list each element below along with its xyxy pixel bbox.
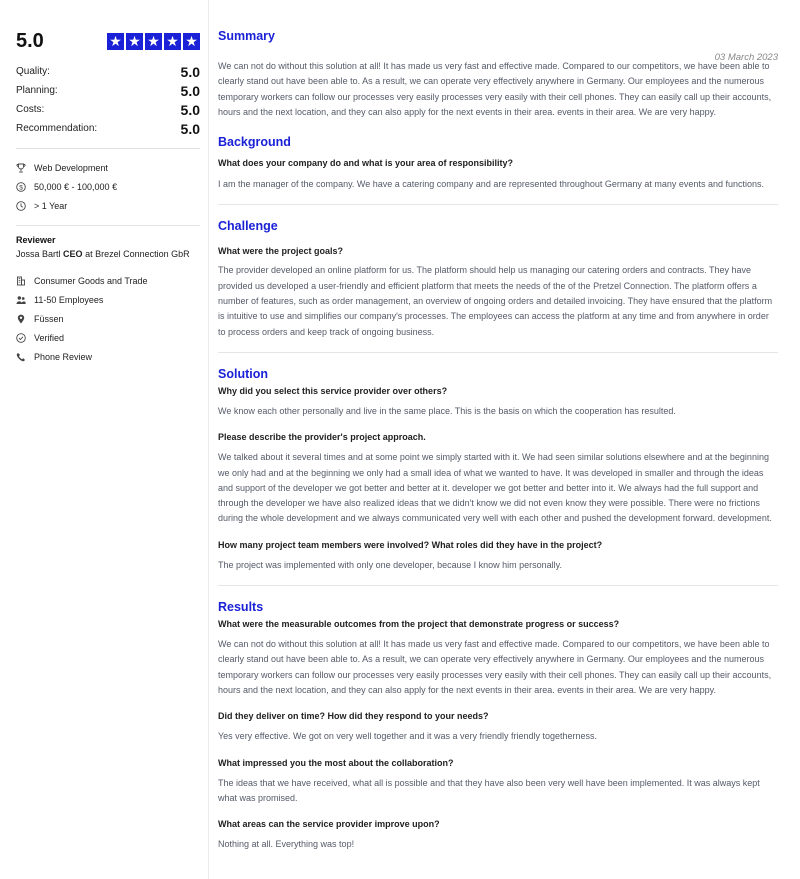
answer: Nothing at all. Everything was top! bbox=[218, 839, 355, 850]
section-title: Background bbox=[218, 135, 291, 150]
rating-value: 5.0 bbox=[180, 120, 200, 137]
overall-score: 5.0 bbox=[16, 29, 44, 52]
question: What impressed you the most about the collaboration? bbox=[218, 757, 454, 768]
answer: The ideas that we have received, what all is possible and that they have also been very well have been implemented. It was always kept what was promised. bbox=[218, 777, 760, 803]
company-industry bbox=[16, 271, 200, 290]
clock-icon bbox=[16, 200, 34, 212]
rating-label: Recommendation: bbox=[16, 123, 98, 134]
meta-text: Füssen bbox=[34, 313, 64, 324]
divider bbox=[16, 225, 200, 226]
star-icon: ★ bbox=[107, 33, 124, 50]
divider bbox=[16, 148, 200, 149]
rating-breakdown bbox=[16, 62, 200, 138]
question: What were the project goals? bbox=[218, 246, 344, 257]
rating-row-costs bbox=[16, 100, 200, 119]
answer: Yes very effective. We got on very well together and it was a very friendly friendly togetherness. bbox=[218, 731, 598, 742]
answer: The project was implemented with only one developer, because I know him personally. bbox=[218, 559, 563, 570]
rating-value: 5.0 bbox=[180, 82, 200, 99]
meta-text: 11-50 Employees bbox=[34, 294, 104, 305]
meta-text: > 1 Year bbox=[34, 200, 68, 211]
star-icon: ★ bbox=[145, 33, 162, 50]
svg-text:$: $ bbox=[19, 183, 23, 191]
question: Please describe the provider's project approach. bbox=[218, 432, 426, 443]
question: Did they deliver on time? How did they respond to your needs? bbox=[218, 711, 489, 722]
star-icon: ★ bbox=[164, 33, 181, 50]
company-location bbox=[16, 309, 200, 328]
question: Why did you select this service provider over others? bbox=[218, 385, 448, 396]
section-title: Results bbox=[218, 600, 264, 615]
rating-value: 5.0 bbox=[180, 63, 200, 80]
rating-label: Quality: bbox=[16, 66, 50, 77]
trophy-icon bbox=[16, 162, 34, 174]
star-rating bbox=[107, 33, 200, 50]
reviewer-info bbox=[16, 235, 200, 366]
project-meta bbox=[16, 158, 200, 215]
divider bbox=[218, 352, 778, 353]
check-circle-icon bbox=[16, 332, 34, 344]
answer: We can not do without this solution at all! It has made us very fast and effective made. Compared to our competitors, we have been able to clearly stand out have been able to. As a result, we can operate very effectively anywhere in Germany. Our employees and the numerous temporary workers can follow our processes very easily processes very easily with their cell phones. They can easily call up their accounts, hours and the next location, and they can also apply for the next events in their area. events in their area. We are very happy. bbox=[218, 639, 772, 695]
meta-text: Web Development bbox=[34, 162, 108, 173]
rating-row-recommendation bbox=[16, 119, 200, 138]
review-date: 03 March 2023 bbox=[714, 52, 778, 63]
question: What areas can the service provider improve upon? bbox=[218, 819, 440, 830]
section-solution bbox=[218, 366, 778, 573]
phone-icon bbox=[16, 351, 34, 363]
review-content bbox=[218, 28, 778, 852]
section-title: Summary bbox=[218, 29, 275, 43]
rating-row-planning bbox=[16, 81, 200, 100]
company-size bbox=[16, 290, 200, 309]
reviewer-name-line bbox=[16, 249, 200, 259]
section-title: Challenge bbox=[218, 219, 278, 234]
answer: I am the manager of the company. We have a catering company and are represented throughout Germany at many events and functions. bbox=[218, 179, 764, 190]
answer: We know each other personally and live in the same place. This is the basis on which the cooperation has resulted. bbox=[218, 405, 676, 416]
column-divider bbox=[208, 0, 209, 879]
review-sidebar bbox=[16, 28, 200, 366]
project-service-line bbox=[16, 158, 200, 177]
section-challenge bbox=[218, 218, 778, 339]
location-pin-icon bbox=[16, 313, 34, 325]
overall-rating bbox=[16, 28, 200, 54]
question: What does your company do and what is your area of responsibility? bbox=[218, 158, 514, 169]
reviewer-name: Jossa Bartl bbox=[16, 249, 61, 259]
rating-value: 5.0 bbox=[180, 101, 200, 118]
section-results bbox=[218, 599, 778, 852]
rating-label: Costs: bbox=[16, 104, 45, 115]
divider bbox=[218, 204, 778, 205]
summary-text: We can not do without this solution at all! It has made us very fast and effective made. Compared to our competitors, we have been able to clearly stand out have been able to. As a result, we can operate very effectively anywhere in Germany. Our employees and the numerous temporary workers can follow our processes very easily processes very easily with their cell phones. They can easily call up their accounts, hours and the next location, and they can also apply for the next events in their area. events in their area. We are very happy. bbox=[218, 61, 772, 117]
reviewer-role: CEO bbox=[63, 249, 83, 259]
rating-row-quality bbox=[16, 62, 200, 81]
meta-text: 50,000 € - 100,000 € bbox=[34, 181, 118, 192]
users-icon bbox=[16, 294, 34, 306]
project-budget bbox=[16, 177, 200, 196]
answer: The provider developed an online platform for us. The platform should help us managing our catering orders and contracts. They have provided us developed a user-friendly and efficient platform that meets the needs of the of the Pretzel Connection. The platform offers a number of features, such as order management, an overview of ongoing orders and detailed invoicing. They have ensured that the platform is intuitive to use and simplifies our company's processes. The employees can access the platform at any time and from anywhere in order to process orders and keep track of ongoing business. bbox=[218, 265, 773, 337]
review-verified bbox=[16, 328, 200, 347]
section-title: Solution bbox=[218, 366, 268, 381]
reviewer-company: Brezel Connection GbR bbox=[95, 249, 190, 259]
star-icon: ★ bbox=[126, 33, 143, 50]
divider bbox=[218, 585, 778, 586]
star-icon: ★ bbox=[183, 33, 200, 50]
review-type bbox=[16, 347, 200, 366]
section-background bbox=[218, 134, 778, 192]
dollar-coin-icon bbox=[16, 181, 34, 193]
section-summary bbox=[218, 28, 778, 120]
meta-text: Verified bbox=[34, 332, 65, 343]
question: How many project team members were involved? What roles did they have in the project? bbox=[218, 539, 603, 550]
question: What were the measurable outcomes from the project that demonstrate progress or success? bbox=[218, 619, 620, 630]
meta-text: Consumer Goods and Trade bbox=[34, 275, 148, 286]
rating-label: Planning: bbox=[16, 85, 58, 96]
reviewer-company-prefix: at bbox=[85, 249, 93, 259]
building-icon bbox=[16, 275, 34, 287]
answer: We talked about it several times and at some point we simply started with it. We had seen similar solutions elsewhere and at the beginning we only had and at the beginning we only had a small idea of what we wanted to have. It was developed in smaller and through the ideas and support of the developer we got better and better at it. developer we got better and better into it. We always had the full support and through the developer we have also realized ideas that we didn't know we did not even know they were possible. There were no frictions during the whole development and we always communicated very well with each other and pushed the development forward. development. bbox=[218, 452, 772, 524]
project-duration bbox=[16, 196, 200, 215]
meta-text: Phone Review bbox=[34, 351, 93, 362]
reviewer-heading: Reviewer bbox=[16, 235, 56, 245]
